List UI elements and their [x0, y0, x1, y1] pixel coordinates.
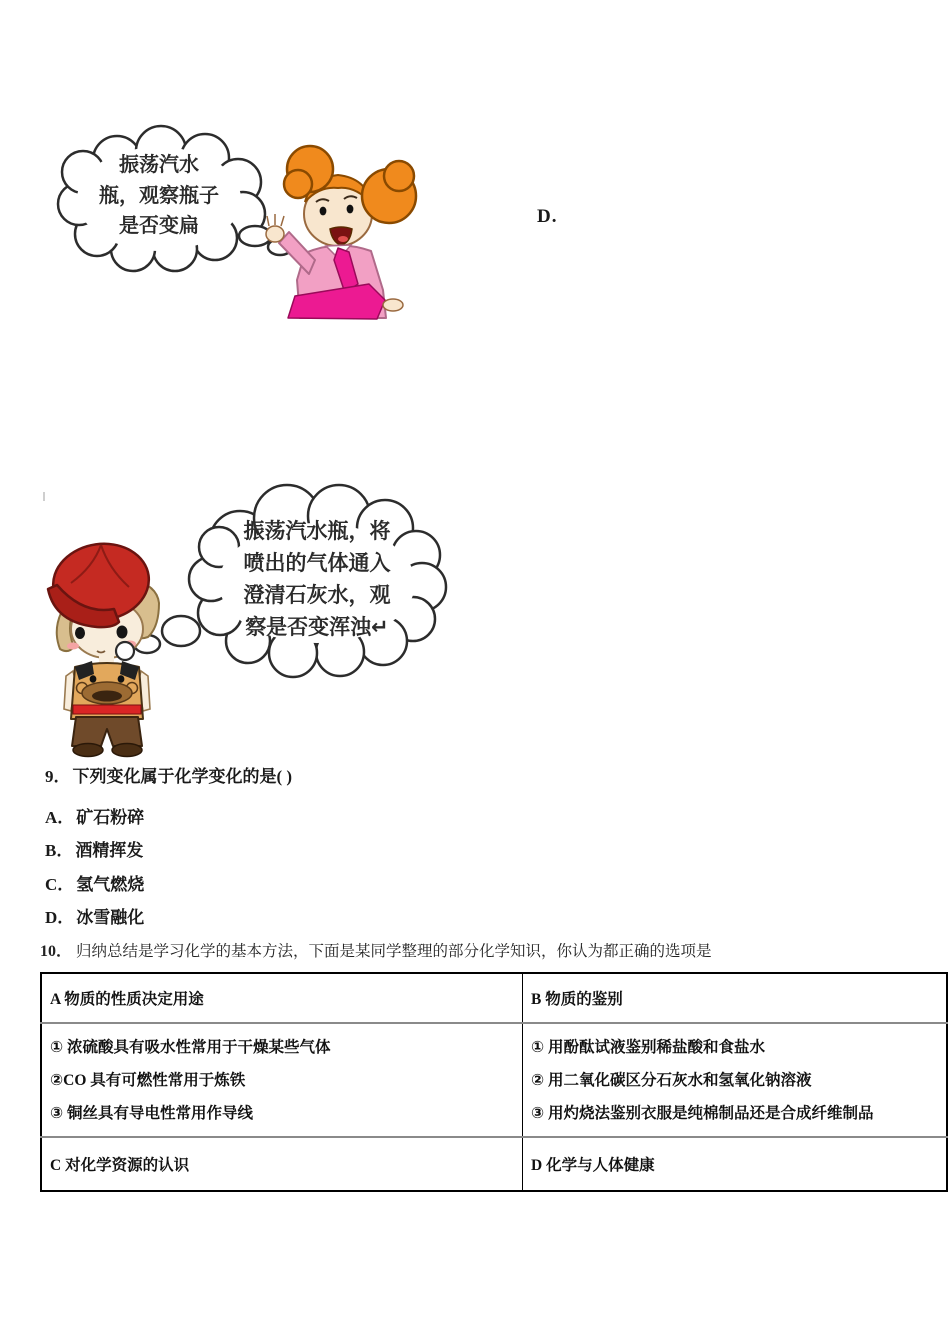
option-d-text: 冰雪融化	[76, 908, 145, 927]
question-10-text: 归纳总结是学习化学的基本方法，下面是某同学整理的部分化学知识，你认为都正确的选项是	[76, 943, 712, 960]
figure-boy-limewater	[35, 483, 450, 761]
girl-bubble-line-3: 是否变扁	[119, 213, 199, 237]
question-10-stem	[40, 938, 712, 961]
girl-bubble-line-1: 振荡汽水	[119, 152, 199, 176]
cell-b-item-1: ① 用酚酞试液鉴别稀盐酸和食盐水	[531, 1038, 765, 1056]
question-9-number: 9．	[45, 767, 71, 786]
option-a-label: A．	[45, 808, 75, 827]
question-9-text: 下列变化属于化学变化的是( )	[72, 767, 293, 786]
question-9-option-c	[45, 870, 144, 895]
cell-a-item-3: ③ 铜丝具有导电性常用作导线	[50, 1104, 253, 1122]
boy-bubble-line-3: 澄清石灰水，观	[243, 583, 391, 607]
question-9-option-d	[45, 903, 144, 928]
cell-a-item-1: ① 浓硫酸具有吸水性常用于干燥某些气体	[50, 1038, 331, 1056]
figure-girl-shake-bottle	[55, 122, 430, 327]
cell-a-item-2: ②CO 具有可燃性常用于炼铁	[50, 1071, 246, 1089]
cell-b-item-2: ② 用二氧化碳区分石灰水和氢氧化钠溶液	[531, 1071, 812, 1089]
option-b-text: 酒精挥发	[75, 841, 144, 860]
knowledge-summary-table	[40, 972, 948, 1192]
boy-bubble-line-1: 振荡汽水瓶，将	[243, 519, 391, 543]
option-c-text: 氢气燃烧	[76, 875, 145, 894]
cell-c-header: C 对化学资源的认识	[41, 1137, 523, 1191]
cell-a-header: A 物质的性质决定用途	[41, 973, 523, 1023]
girl-character	[266, 146, 416, 319]
option-d-label: D．	[45, 908, 75, 927]
question-10-number: 10．	[40, 943, 73, 960]
option-b-label: B．	[45, 841, 74, 860]
option-a-text: 矿石粉碎	[76, 808, 145, 827]
table-row	[41, 973, 947, 1023]
figure-option-d-label: D.	[537, 206, 558, 227]
cell-b-items	[523, 1023, 948, 1137]
question-9-option-b	[45, 836, 143, 861]
cell-a-items	[41, 1023, 523, 1137]
cell-d-header: D 化学与人体健康	[523, 1137, 948, 1191]
table-row	[41, 1023, 947, 1137]
cell-b-header: B 物质的鉴别	[523, 973, 948, 1023]
boy-bubble-line-2: 喷出的气体通入	[243, 551, 391, 575]
question-9-option-a	[45, 803, 144, 828]
boy-bubble-line-4: 察是否变浑浊↵	[245, 615, 389, 639]
question-9-stem	[45, 762, 292, 787]
girl-bubble-line-2: 瓶，观察瓶子	[99, 183, 219, 207]
cell-b-item-3: ③ 用灼烧法鉴别衣服是纯棉制品还是合成纤维制品	[531, 1104, 874, 1122]
option-c-label: C．	[45, 875, 75, 894]
table-row	[41, 1137, 947, 1191]
